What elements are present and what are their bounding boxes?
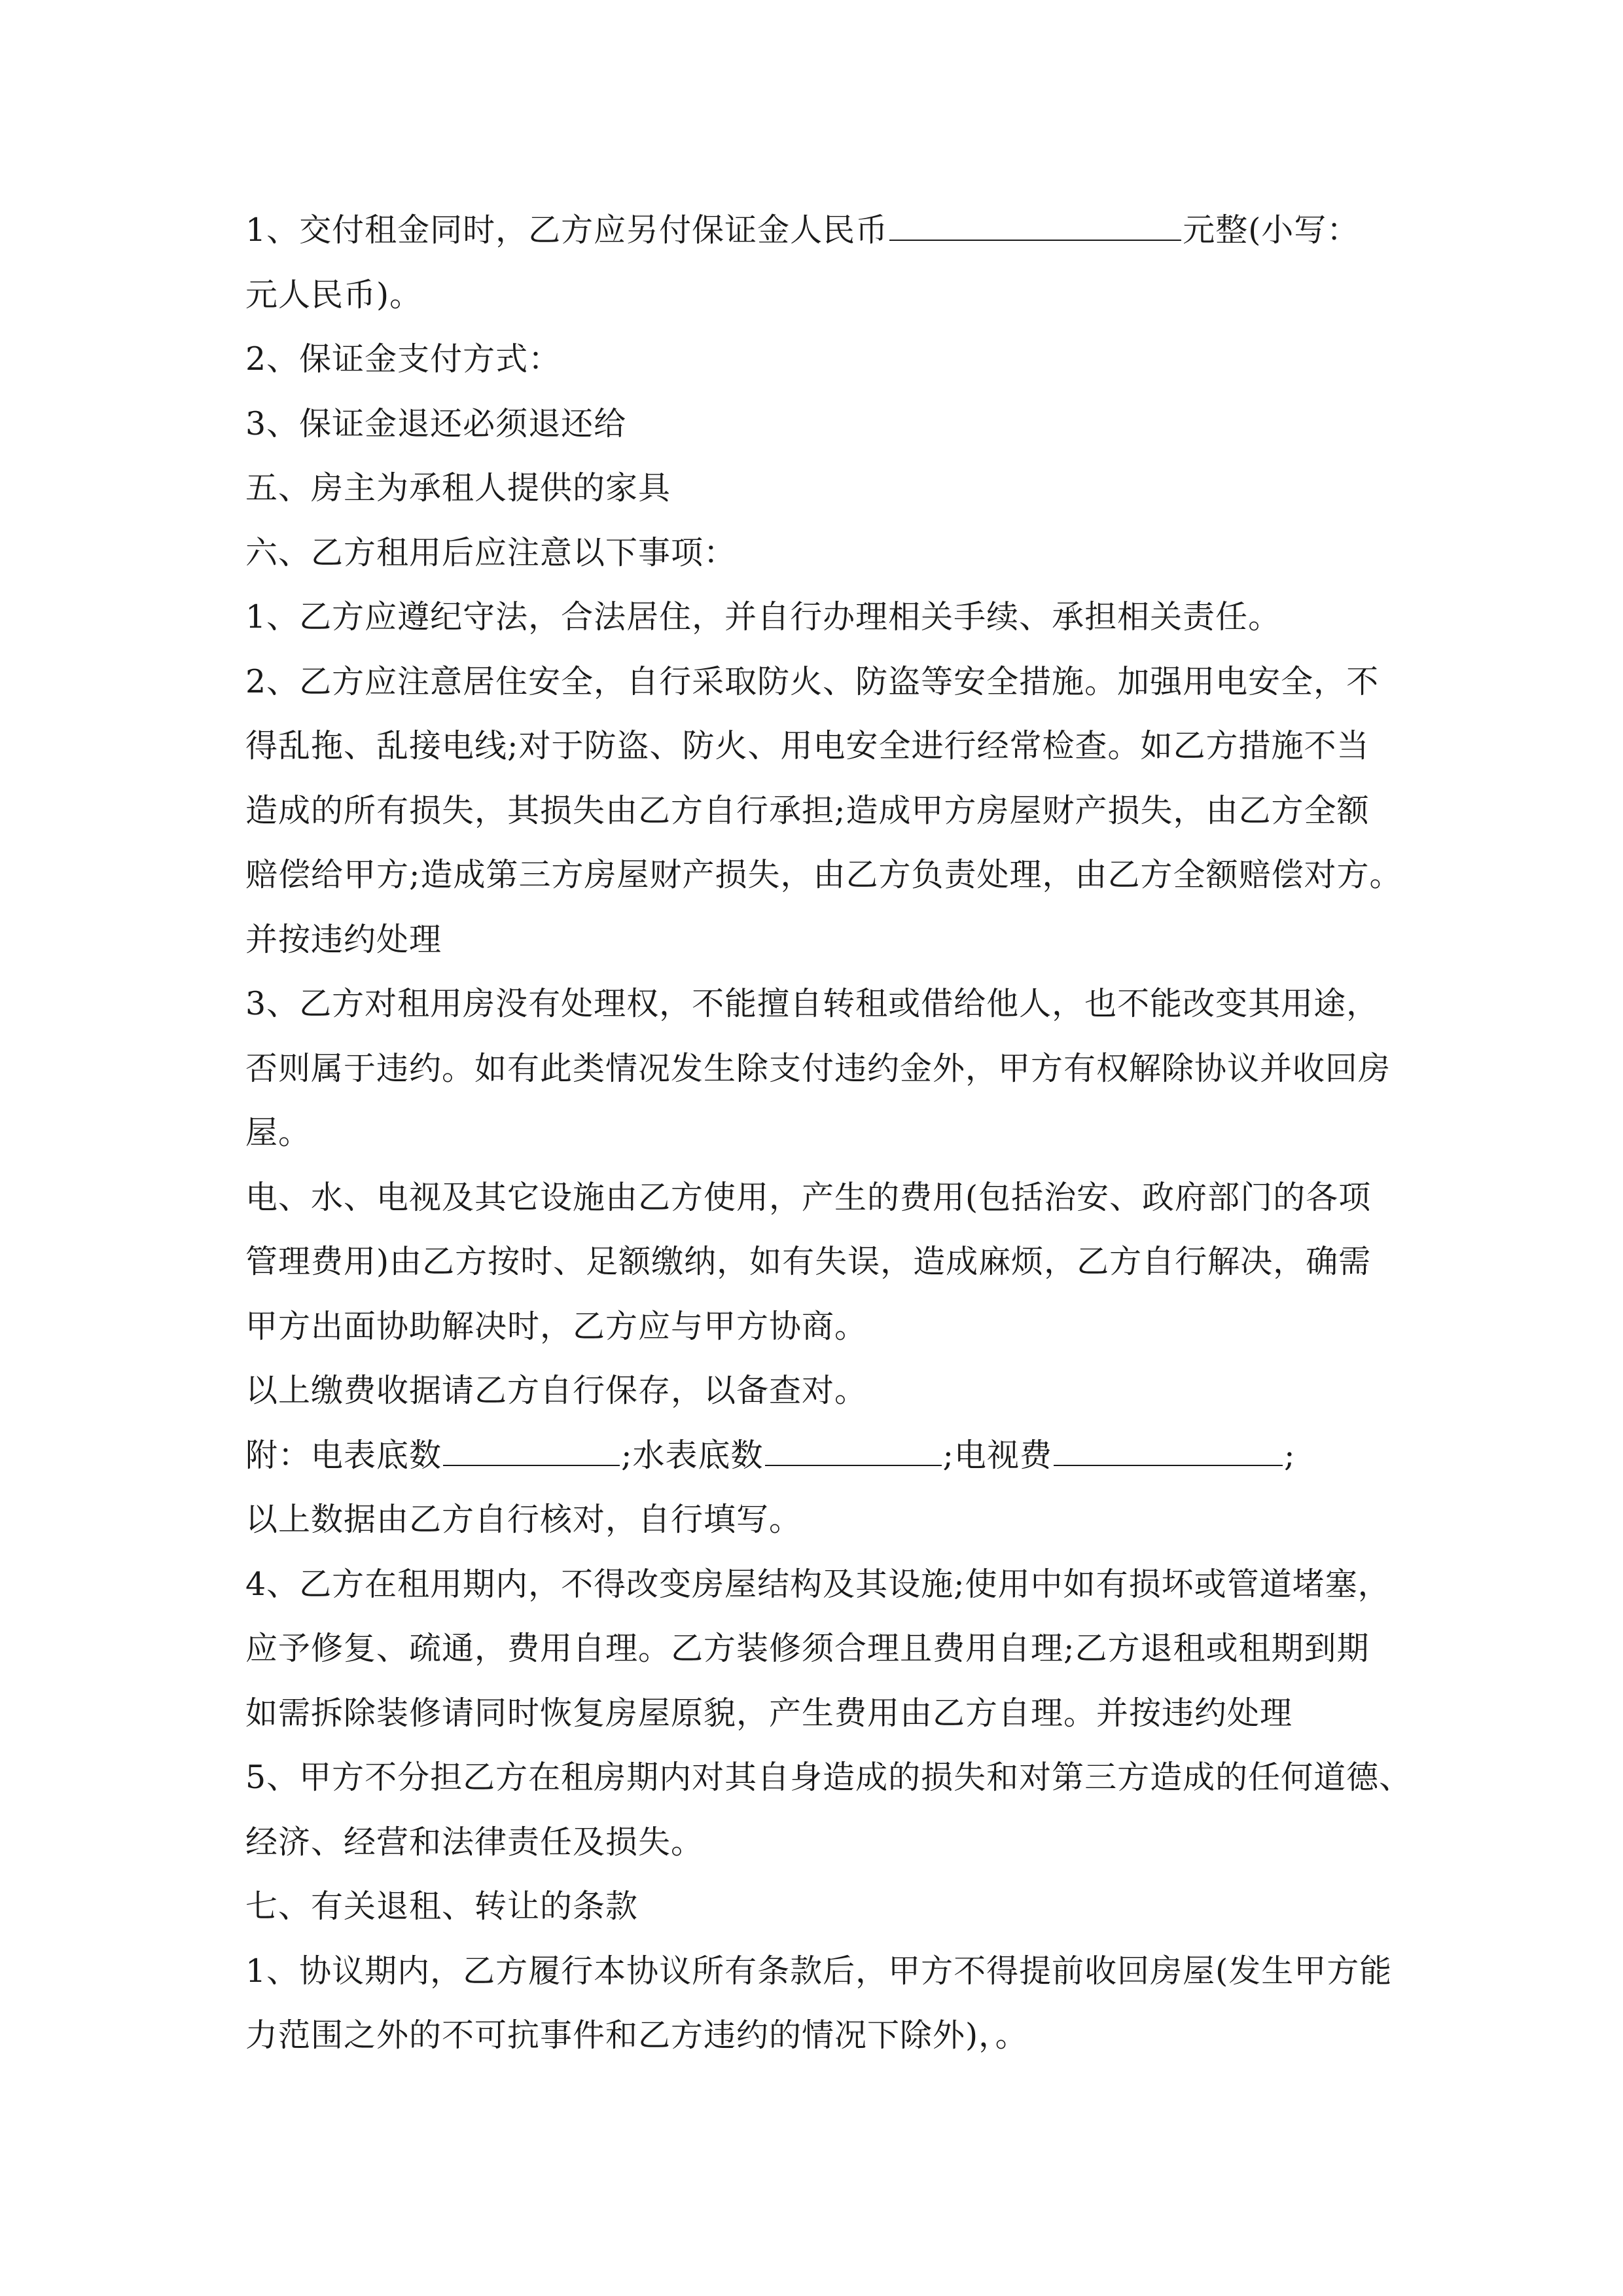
section-heading: 七、有关退租、转让的条款	[245, 1888, 639, 1925]
paragraph-line: 甲方出面协助解决时，乙方应与甲方协商。	[245, 1307, 868, 1345]
paragraph-line: 以上数据由乙方自行核对，自行填写。	[245, 1501, 802, 1538]
electric-meter-blank	[443, 1437, 620, 1466]
document-body	[245, 211, 1412, 2081]
section-heading: 五、房主为承租人提供的家具	[245, 469, 671, 507]
paragraph-line: 赔偿给甲方;造成第三方房屋财产损失，由乙方负责处理，由乙方全额赔偿对方。	[245, 856, 1402, 893]
paragraph-line: 应予修复、疏通，费用自理。乙方装修须合理且费用自理;乙方退租或租期到期	[245, 1630, 1370, 1667]
paragraph-line: 经济、经营和法律责任及损失。	[245, 1823, 704, 1861]
paragraph-line: 造成的所有损失，其损失由乙方自行承担;造成甲方房屋财产损失，由乙方全额	[245, 791, 1370, 829]
water-meter-blank	[765, 1437, 942, 1466]
paragraph-line: 得乱拖、乱接电线;对于防盗、防火、用电安全进行经常检查。如乙方措施不当	[245, 727, 1370, 764]
paragraph-line: 5、甲方不分担乙方在租房期内对其自身造成的损失和对第三方造成的任何道德、	[245, 1759, 1412, 1796]
paragraph-line: 2、保证金支付方式：	[245, 340, 562, 378]
paragraph-line: 否则属于违约。如有此类情况发生除支付违约金外，甲方有权解除协议并收回房	[245, 1049, 1391, 1087]
paragraph-line: 1、乙方应遵纪守法，合法居住，并自行办理相关手续、承担相关责任。	[245, 598, 1281, 636]
paragraph-line: 并按违约处理	[245, 920, 442, 958]
meter-readings-line: 附：电表底数 ;水表底数 ;电视费 ;	[245, 1436, 1296, 1474]
paragraph-line: 1、交付租金同时，乙方应另付保证金人民币 元整(小写：	[245, 211, 1360, 249]
paragraph-line: 力范围之外的不可抗事件和乙方违约的情况下除外)，。	[245, 2017, 1028, 2054]
paragraph-line: 元人民币)。	[245, 276, 423, 314]
paragraph-line: 3、保证金退还必须退还给	[245, 404, 627, 442]
paragraph-line: 1、协议期内，乙方履行本协议所有条款后，甲方不得提前收回房屋(发生甲方能	[245, 1952, 1393, 1990]
paragraph-line: 2、乙方应注意居住安全，自行采取防火、防盗等安全措施。加强用电安全，不	[245, 662, 1380, 700]
deposit-amount-blank	[889, 212, 1181, 241]
paragraph-line: 如需拆除装修请同时恢复房屋原貌，产生费用由乙方自理。并按违约处理	[245, 1694, 1293, 1732]
paragraph-line: 电、水、电视及其它设施由乙方使用，产生的费用(包括治安、政府部门的各项	[245, 1178, 1372, 1216]
paragraph-line: 4、乙方在租用期内，不得改变房屋结构及其设施;使用中如有损坏或管道堵塞，	[245, 1565, 1391, 1603]
paragraph-line: 3、乙方对租用房没有处理权，不能擅自转租或借给他人，也不能改变其用途，	[245, 985, 1380, 1022]
paragraph-line: 管理费用)由乙方按时、足额缴纳，如有失误，造成麻烦，乙方自行解决，确需	[245, 1243, 1372, 1280]
section-heading: 六、乙方租用后应注意以下事项：	[245, 533, 737, 571]
paragraph-line: 屋。	[245, 1114, 312, 1151]
tv-fee-blank	[1054, 1437, 1283, 1466]
paragraph-line: 以上缴费收据请乙方自行保存，以备查对。	[245, 1372, 868, 1409]
